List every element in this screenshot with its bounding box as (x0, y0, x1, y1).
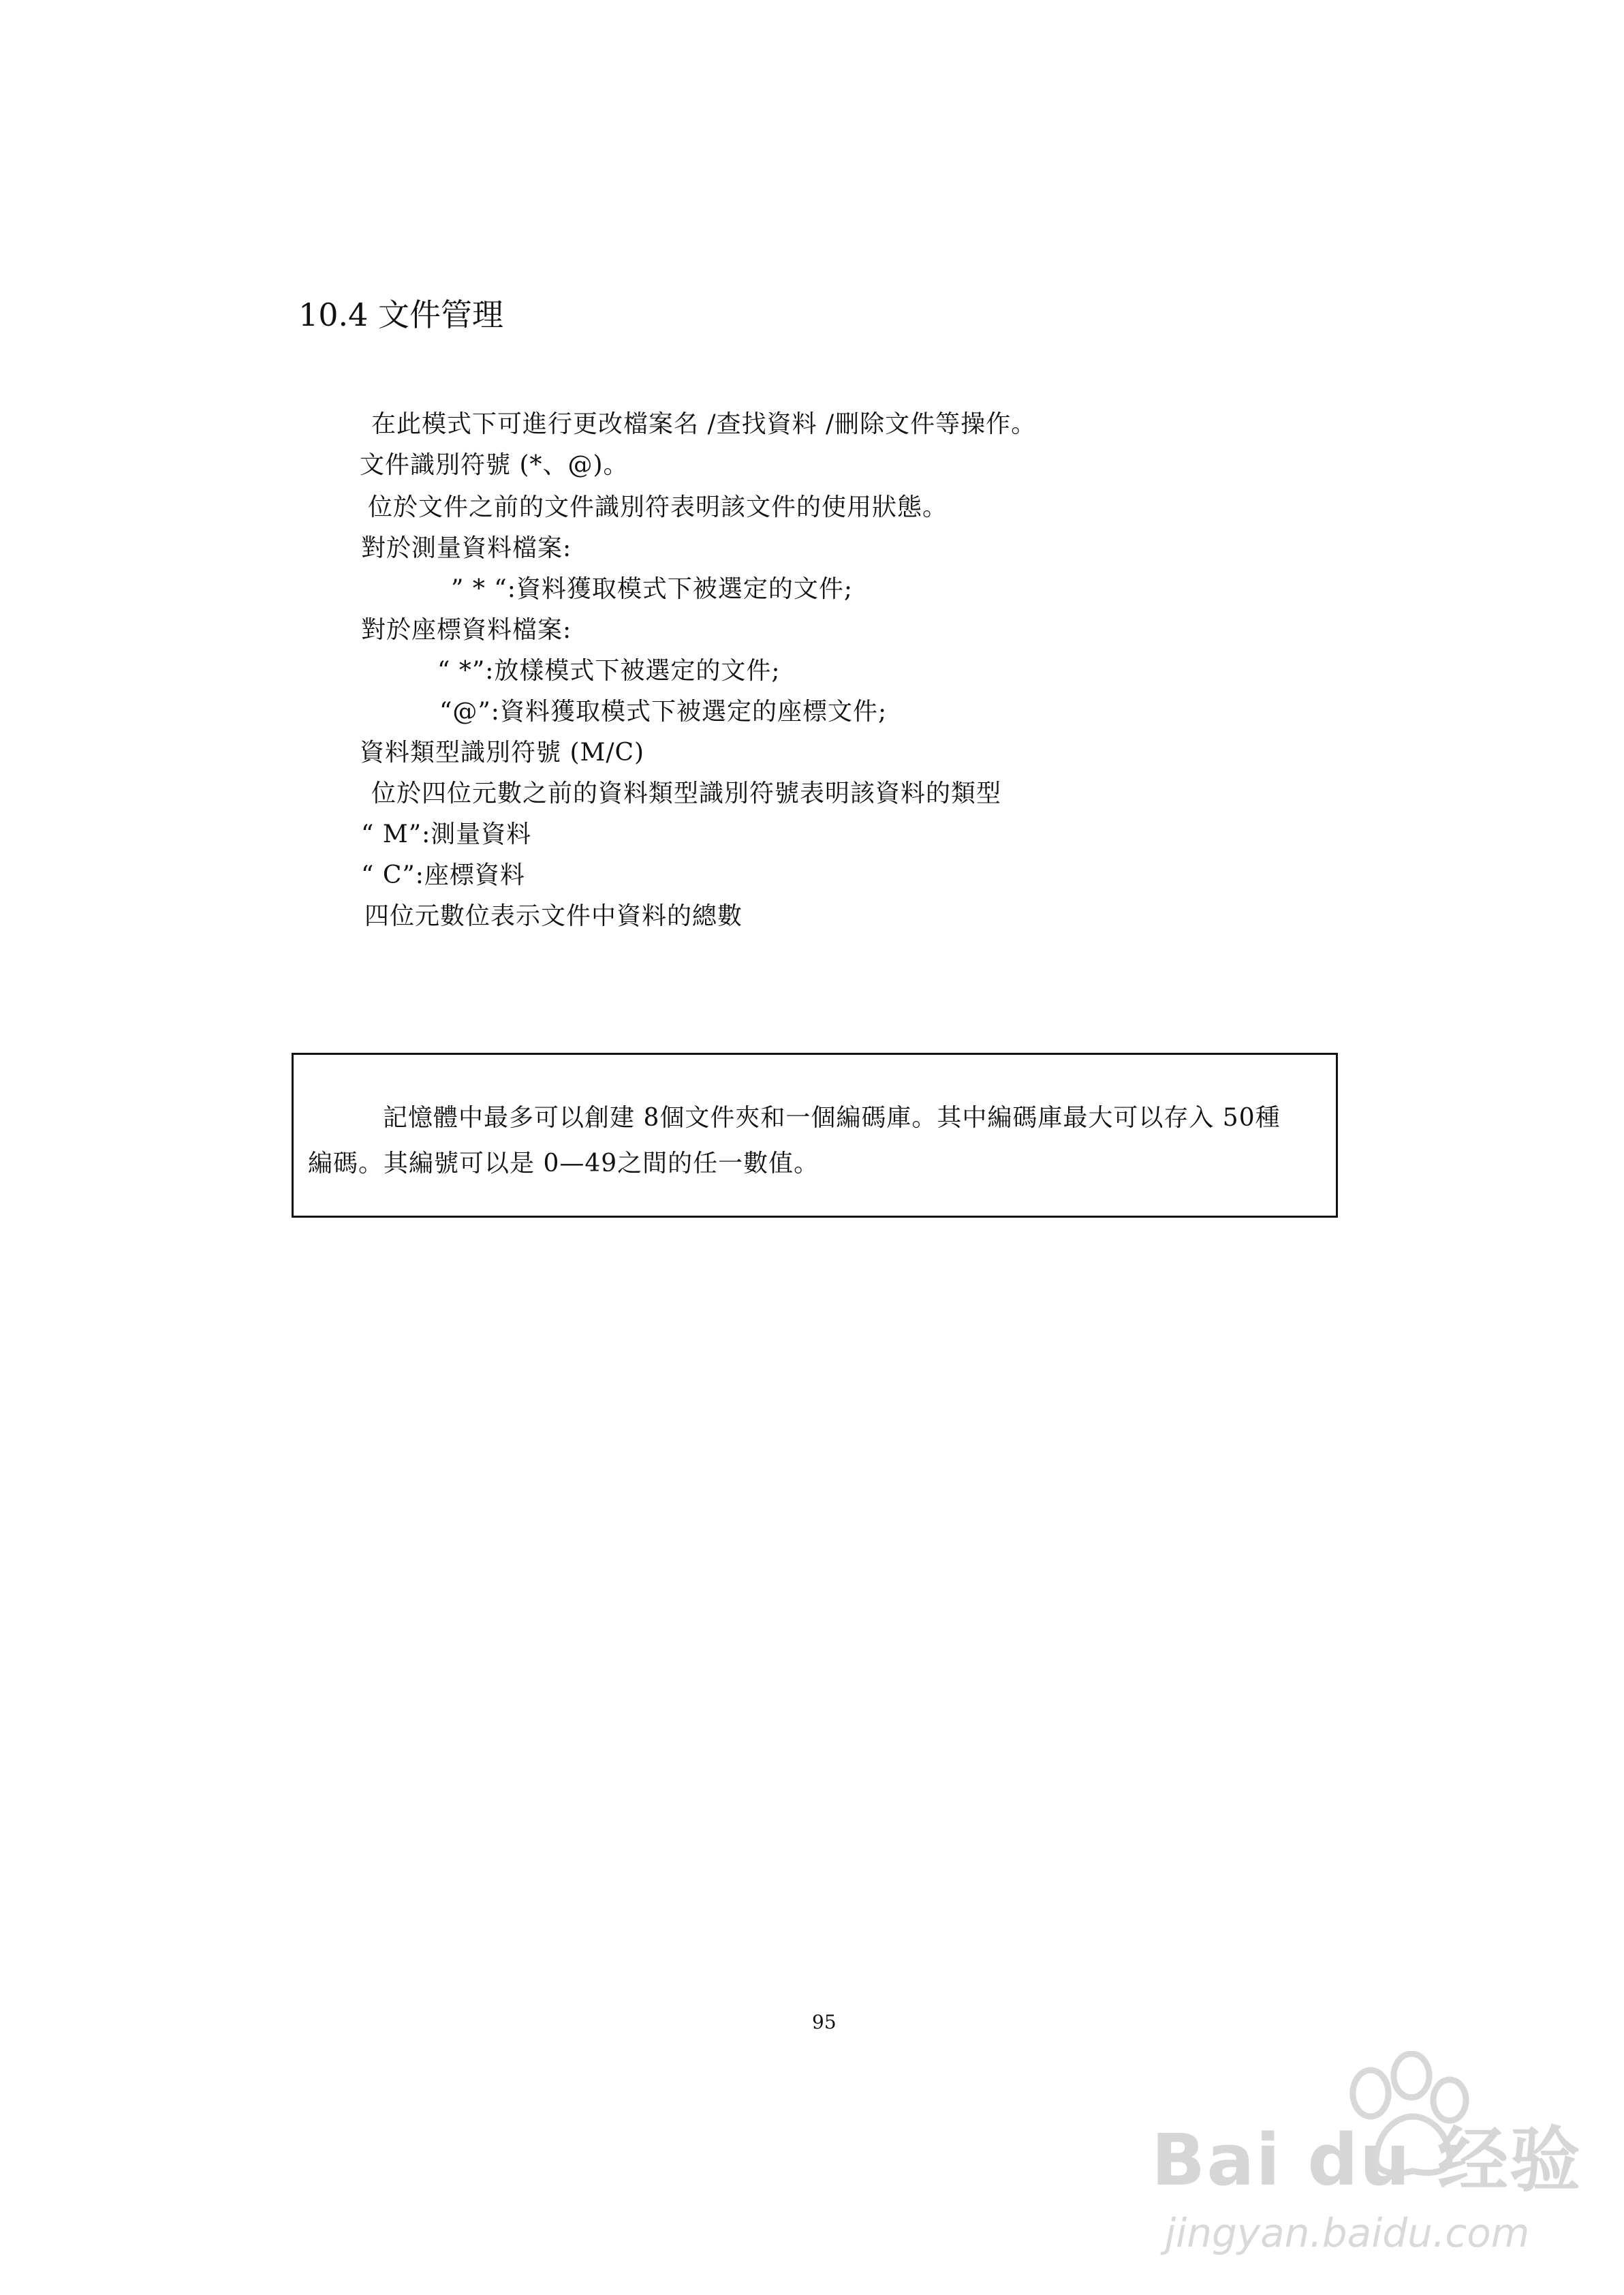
note-line-2: 編碼。其編號可以是 0—49之間的任一數值。 (308, 1150, 819, 1177)
body-line-5: ” * “:資料獲取模式下被選定的文件; (451, 575, 853, 603)
body-line-12: “ C”:座標資料 (361, 861, 525, 889)
page-number: 95 (812, 2011, 837, 2033)
body-line-8: “@”:資料獲取模式下被選定的座標文件; (439, 698, 888, 726)
baidu-jingyan-watermark (1151, 2051, 1582, 2256)
body-line-3: 位於文件之前的文件識別符表明該文件的使用狀態。 (368, 493, 948, 521)
body-line-1: 在此模式下可進行更改檔案名 /查找資料 /刪除文件等操作。 (371, 410, 1037, 438)
body-line-4: 對於測量資料檔案: (361, 534, 572, 562)
watermark-url: jingyan.baidu.com (1165, 2210, 1530, 2256)
section-heading: 10.4 文件管理 (298, 296, 504, 333)
body-line-7: “ *”:放樣模式下被選定的文件; (437, 657, 781, 685)
body-line-2: 文件識別符號 (*、@)。 (360, 451, 629, 479)
body-line-13: 四位元數位表示文件中資料的總數 (364, 902, 743, 930)
body-line-6: 對於座標資料檔案: (361, 616, 572, 644)
body-line-11: “ M”:測量資料 (361, 820, 532, 848)
body-line-9: 資料類型識別符號 (M/C) (360, 739, 645, 767)
watermark-brand: Bai du 经验 (1151, 2119, 1582, 2202)
body-line-10: 位於四位元數之前的資料類型識別符號表明該資料的類型 (371, 780, 1002, 807)
note-box (292, 1053, 1338, 1218)
note-line-1: 記憶體中最多可以創建 8個文件夾和一個編碼庫。其中編碼庫最大可以存入 50種 (383, 1104, 1281, 1132)
